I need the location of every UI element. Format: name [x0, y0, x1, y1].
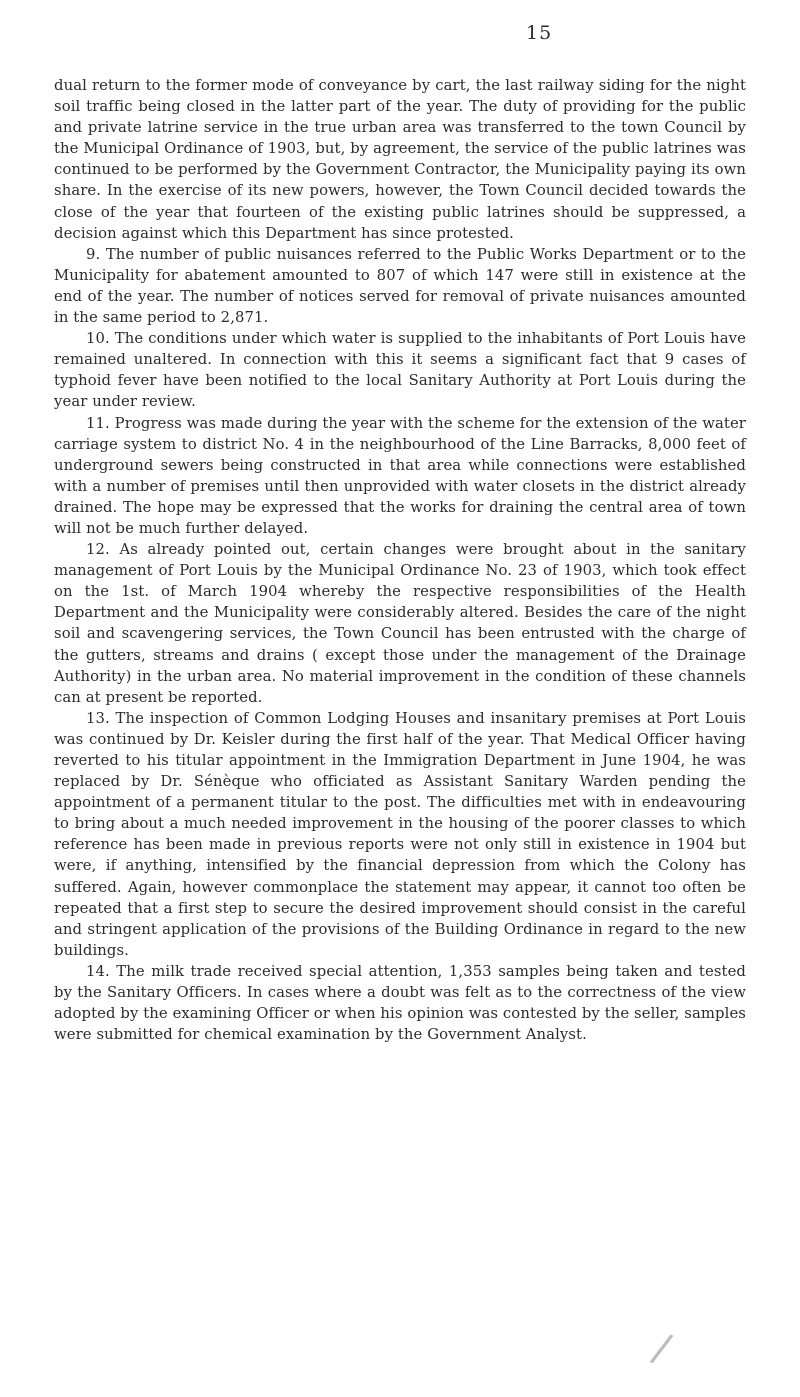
page-number: 15	[526, 22, 553, 44]
paragraph-continuation: dual return to the former mode of conveyance by cart, the last railway siding for the night soil traffic being closed in the latter part of the year. The duty of providing for the public and private latrine service in the true urban area was transferred to the town Council by the Municipal Ordinance of 1903, but, by agreement, the service of the public latrines was continued to be performed by the Government Contractor, the Municipality paying its own share. In the exercise of its new powers, however, the Town Council decided towards the close of the year that fourteen of the existing public latrines should be suppressed, a decision against which this Department has since protested.	[54, 77, 746, 242]
pencil-mark-icon: /	[647, 1324, 676, 1373]
paragraph-12: 12. As already pointed out, certain changes were brought about in the sanitary management of Port Louis by the Municipal Ordinance No. 23 of 1903, which took effect on the 1st. of March 1904 whereby the respective responsibilities of the Health Department and the Municipality were considerably altered. Besides the care of the night soil and scavengering services, the Town Council has been entrusted with the charge of the gutters, streams and drains ( except those under the management of the Drainage Authority) in the urban area. No material improvement in the condition of these channels can at present be reported.	[54, 541, 746, 706]
text-body	[54, 75, 746, 1045]
paragraph-14: 14. The milk trade received special attention, 1,353 samples being taken and tested by the Sanitary Officers. In cases where a doubt was felt as to the correctness of the view adopted by the examining Officer or when his opinion was contested by the seller, samples were submitted for chemical examination by the Government Analyst.	[54, 962, 746, 1044]
paragraph-11: 11. Progress was made during the year with the scheme for the extension of the water carriage system to district No. 4 in the neighbourhood of the Line Barracks, 8,000 feet of underground sewers being constructed in that area while connections were established with a number of premises until then unprovided with water closets in the district already drained. The hope may be expressed that the works for draining the central area of town will not be much further delayed.	[54, 414, 746, 537]
paragraph-10: 10. The conditions under which water is supplied to the inhabitants of Port Louis have remained unaltered. In connection with this it seems a significant fact that 9 cases of typhoid fever have been notified to the local Sanitary Authority at Port Louis during the year under review.	[54, 330, 746, 411]
paragraph-9: 9. The number of public nuisances referred to the Public Works Department or to the Municipality for abatement amounted to 807 of which 147 were still in existence at the end of the year. The number of notices served for removal of private nuisances amounted in the same period to 2,871.	[54, 245, 746, 327]
paragraph-13: 13. The inspection of Common Lodging Houses and insanitary premises at Port Louis was continued by Dr. Keisler during the first half of the year. That Medical Officer having reverted to his titular appointment in the Immigration Department in June 1904, he was replaced by Dr. Sénèque who officiated as Assistant Sanitary Warden pending the appointment of a permanent titular to the post. The difficulties met with in endeavouring to bring about a much needed improvement in the housing of the poorer classes to which reference has been made in previous reports were not only still in existence in 1904 but were, if anything, intensified by the financial depression from which the Colony has suffered. Again, however commonplace the statement may appear, it cannot too often be repeated that a first step to secure the desired improvement should consist in the careful and stringent application of the provisions of the Building Ordinance in regard to the new buildings.	[54, 709, 746, 959]
